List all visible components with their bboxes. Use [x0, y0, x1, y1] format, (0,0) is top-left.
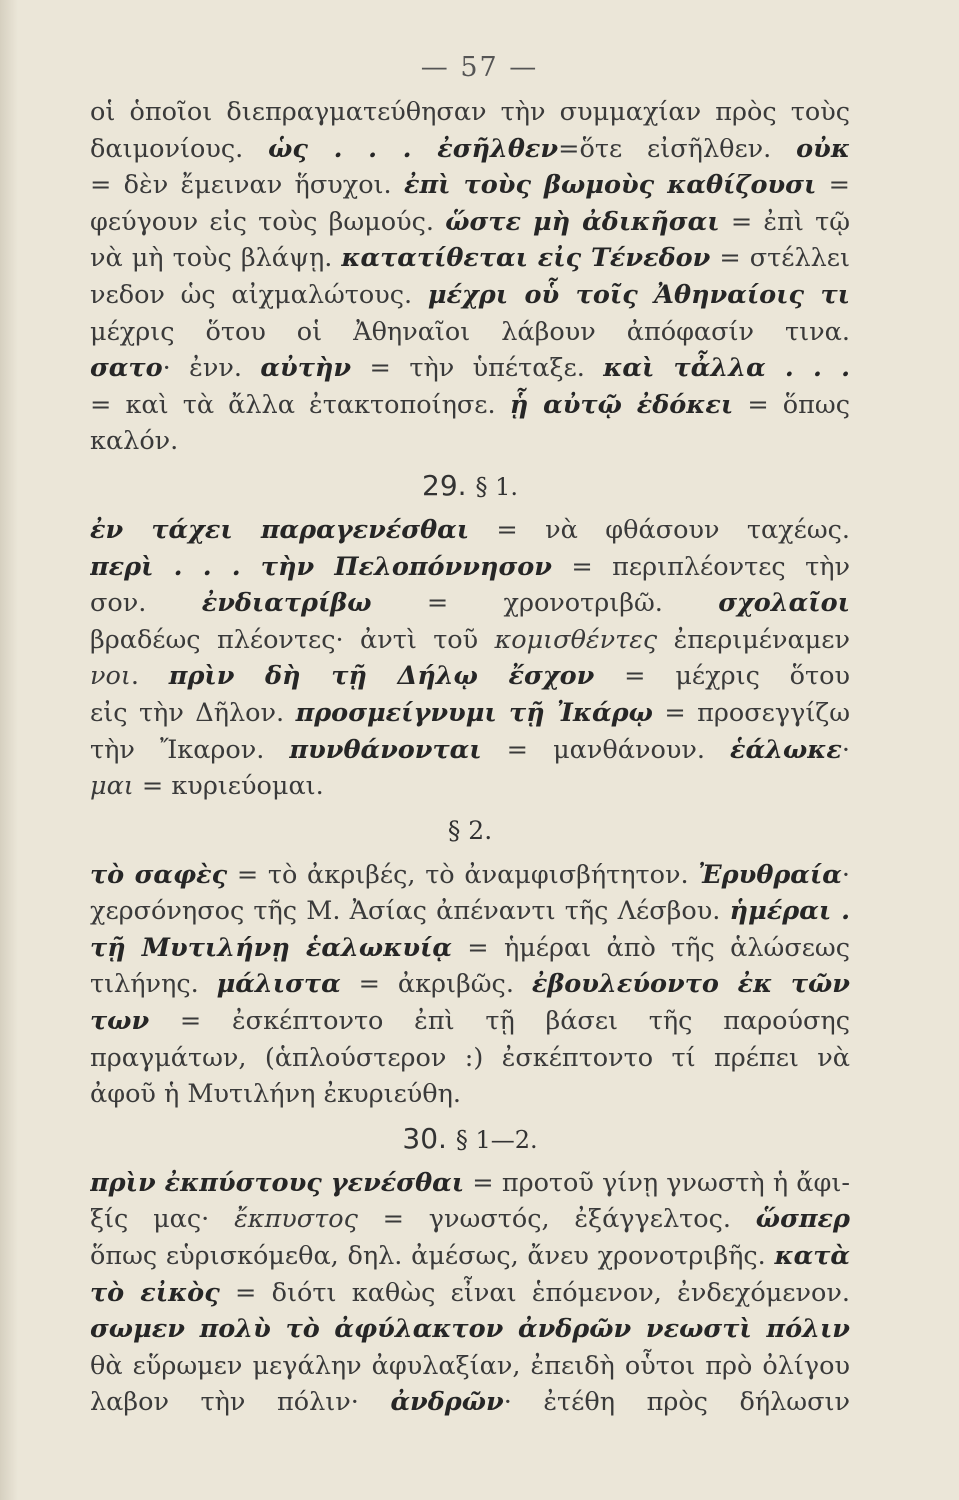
text-line [90, 387, 850, 424]
lemma: Ἐρυθραία [698, 859, 842, 890]
gloss-text: = μέχρις ὅτου [624, 661, 850, 692]
gloss-text: ἀφοῦ ἡ Μυτιλήνη ἐκυριεύθη. [90, 1079, 462, 1110]
page-body [90, 94, 850, 1421]
lemma: οὐκ [796, 133, 850, 164]
lemma: ἐνδιατρίβω [201, 588, 372, 619]
text-line [90, 1076, 850, 1113]
gloss-text: εἰς τὴν Δῆλον. [90, 697, 296, 728]
lemma: ἐβουλεύοντο ἐκ τῶν [531, 969, 850, 1000]
italic-term: κομισθέντες [494, 624, 658, 655]
lemma: ἀνδρῶν [390, 1387, 504, 1418]
gloss-text: = κυριεύομαι. [133, 771, 324, 802]
text-line [90, 1040, 850, 1077]
gloss-text: πραγμάτων, (ἁπλούστερον :) ἐσκέπτοντο τί πρέπει νὰ [90, 1042, 850, 1073]
text-line [90, 314, 850, 351]
text-line [90, 1201, 850, 1238]
lemma: μέχρι οὗ τοῖς Ἀθηναίοις τι [427, 279, 850, 310]
text-line [90, 549, 850, 586]
gloss-text: = διότι καθὼς εἶναι ἑπόμενον, ἐνδεχόμενον. [219, 1277, 850, 1308]
lemma: ἐν τάχει παραγενέσθαι [90, 514, 470, 545]
gloss-text: · [841, 734, 850, 765]
italic-term: ἔκπυστος [234, 1204, 358, 1235]
chapter-heading [90, 460, 850, 512]
gloss-text: = τὴν ὑπέταξε. [351, 353, 604, 384]
gloss-text: · ἐνν. [162, 353, 261, 384]
gloss-text: ξίς μας· [90, 1204, 235, 1235]
text-line [90, 1348, 850, 1385]
gloss-text: = προτοῦ γίνῃ γνωστὴ ἡ ἄφι- [464, 1167, 850, 1198]
gloss-text: μέχρις ὅτου οἱ Ἀθηναῖοι λάβουν ἀπόφασίν τινα. [90, 316, 850, 347]
gloss-text: λαβον τὴν πόλιν· [90, 1387, 391, 1418]
lemma: τὸ σαφὲς [90, 859, 228, 890]
lemma: σατο [90, 353, 163, 384]
gloss-text: = καὶ τὰ ἄλλα ἐτακτοποίησε. [90, 389, 510, 420]
lemma: σωμεν πολὺ τὸ ἀφύλακτον ἀνδρῶν νεωστὶ πόλιν [90, 1314, 850, 1345]
lemma: τὸ εἰκὸς [90, 1277, 220, 1308]
text-line [90, 732, 850, 769]
lemma: σχολαῖοι [718, 588, 850, 619]
gloss-text: · [841, 859, 850, 890]
gloss-text: τιλήνης. [90, 969, 217, 1000]
lemma: πυνθάνονται [289, 734, 482, 765]
text-line [90, 1003, 850, 1040]
lemma: των [90, 1006, 150, 1037]
gloss-text: = ὅπως [747, 389, 850, 420]
gloss-text: ὅπως εὑρισκόμεθα, δηλ. ἀμέσως, ἄνευ χρονοτριβῆς. [90, 1241, 775, 1272]
gloss-text: θὰ εὕρωμεν μεγάλην ἀφυλαξίαν, ἐπειδὴ οὗτοι πρὸ ὀλίγου [90, 1350, 850, 1381]
text-line [90, 966, 850, 1003]
lemma: καὶ τἆλλα . . . [603, 353, 850, 384]
lemma: ὡς . . . ἐσῆλθεν [268, 133, 559, 164]
gloss-text: = μανθάνουν. [481, 734, 730, 765]
lemma: πρὶν ἐκπύστους γενέσθαι [90, 1167, 465, 1198]
lemma: κατὰ [774, 1241, 850, 1272]
gloss-text: = τὸ ἀκριβές, τὸ ἀναμφισβήτητον. [227, 859, 699, 890]
lemma: ὥστε μὴ ἀδικῆσαι [445, 206, 720, 237]
text-line [90, 1275, 850, 1312]
text-line [90, 930, 850, 967]
gloss-text: = ἐπὶ τῷ [730, 206, 850, 237]
lemma: αὐτὴν [260, 353, 352, 384]
lemma: πρὶν δὴ τῇ Δήλῳ ἔσχον [168, 661, 595, 692]
lemma: ἡμέραι . [729, 896, 850, 927]
gloss-text: δαιμονίους. [90, 133, 269, 164]
text-line [90, 167, 850, 204]
section-heading: § 2. [447, 815, 493, 845]
text-line [90, 204, 850, 241]
text-line [90, 240, 850, 277]
gloss-text: οἱ ὁποῖοι διεπραγματεύθησαν τὴν συμμαχίαν πρὸς τοὺς [90, 97, 850, 127]
gloss-text: νεδον ὡς αἰχμαλώτους. [90, 279, 428, 310]
gloss-text: τὴν Ἴκαρον. [90, 734, 290, 765]
gloss-text: φεύγουν εἰς τοὺς βωμούς. [90, 206, 446, 237]
lemma: τῇ Μυτιλήνῃ ἑαλωκυίᾳ [90, 932, 452, 963]
lemma: μάλιστα [216, 969, 341, 1000]
text-line [90, 893, 850, 930]
gloss-text: νὰ μὴ τοὺς βλάψῃ. [90, 243, 342, 274]
lemma: ὥσπερ [755, 1204, 850, 1235]
gloss-text: = στέλλει [719, 243, 850, 274]
text-line [90, 1384, 850, 1421]
text-line [90, 512, 850, 549]
gloss-text: = δὲν ἔμειναν ἥσυχοι. [90, 170, 404, 201]
gloss-text: σον. [90, 588, 202, 619]
gloss-text: βραδέως πλέοντες· ἀντὶ τοῦ [90, 624, 495, 655]
text-line [90, 1238, 850, 1275]
gloss-text: = γνωστός, ἐξάγγελτος. [357, 1204, 756, 1235]
gloss-text: χερσόνησος τῆς Μ. Ἀσίας ἀπέναντι τῆς Λέσβου. [90, 896, 730, 927]
gloss-text: = χρονοτριβῶ. [371, 588, 719, 619]
text-line [90, 350, 850, 387]
gloss-text: = προσεγγίζω [664, 697, 850, 728]
text-line [90, 1165, 850, 1202]
lemma: ᾗ αὐτῷ ἐδόκει [509, 389, 734, 420]
text-line [90, 695, 850, 732]
lemma: περὶ . . . τὴν Πελοπόννησον [90, 551, 552, 582]
text-line [90, 131, 850, 168]
text-line [90, 857, 850, 894]
page-number: — 57 — [420, 52, 539, 83]
gloss-text: = νὰ φθάσουν ταχέως. [469, 514, 850, 545]
chapter-number: 30. [402, 1121, 456, 1155]
lemma: κατατίθεται εἰς Τένεδον [341, 243, 711, 274]
gloss-text: = ἡμέραι ἀπὸ τῆς ἁλώσεως [467, 932, 850, 963]
gloss-text: · ἐτέθη πρὸς δήλωσιν [503, 1387, 850, 1418]
gloss-text: = ἀκριβῶς. [340, 969, 532, 1000]
text-line [90, 658, 850, 695]
lemma: προσμείγνυμι τῇ Ἰκάρῳ [295, 697, 653, 728]
gloss-text: = [828, 170, 850, 201]
lemma: ἑάλωκε [729, 734, 842, 765]
text-line [90, 94, 850, 131]
gloss-text: καλόν. [90, 426, 179, 457]
text-line [90, 423, 850, 460]
gloss-text: ἐπεριμέναμεν [657, 624, 850, 655]
gloss-text: = περιπλέοντες τὴν [571, 551, 850, 582]
lemma: ἐπὶ τοὺς βωμοὺς καθίζουσι [403, 170, 817, 201]
italic-term: μαι [90, 771, 134, 802]
page-edge [0, 0, 18, 1500]
chapter-heading [90, 1113, 850, 1165]
gloss-text: = ἐσκέπτοντο ἐπὶ τῇ βάσει τῆς παρούσης [179, 1006, 850, 1037]
chapter-number: 29. [422, 468, 476, 502]
text-line [90, 622, 850, 659]
gloss-text: =ὅτε εἰσῆλθεν. [558, 133, 797, 164]
text-line [90, 1311, 850, 1348]
italic-term: νοι [90, 661, 131, 692]
section-number: § 1. [475, 472, 518, 501]
section-number: § 1—2. [455, 1125, 538, 1154]
gloss-text: . [130, 661, 169, 692]
text-line [90, 585, 850, 622]
text-line [90, 768, 850, 805]
text-line [90, 277, 850, 314]
